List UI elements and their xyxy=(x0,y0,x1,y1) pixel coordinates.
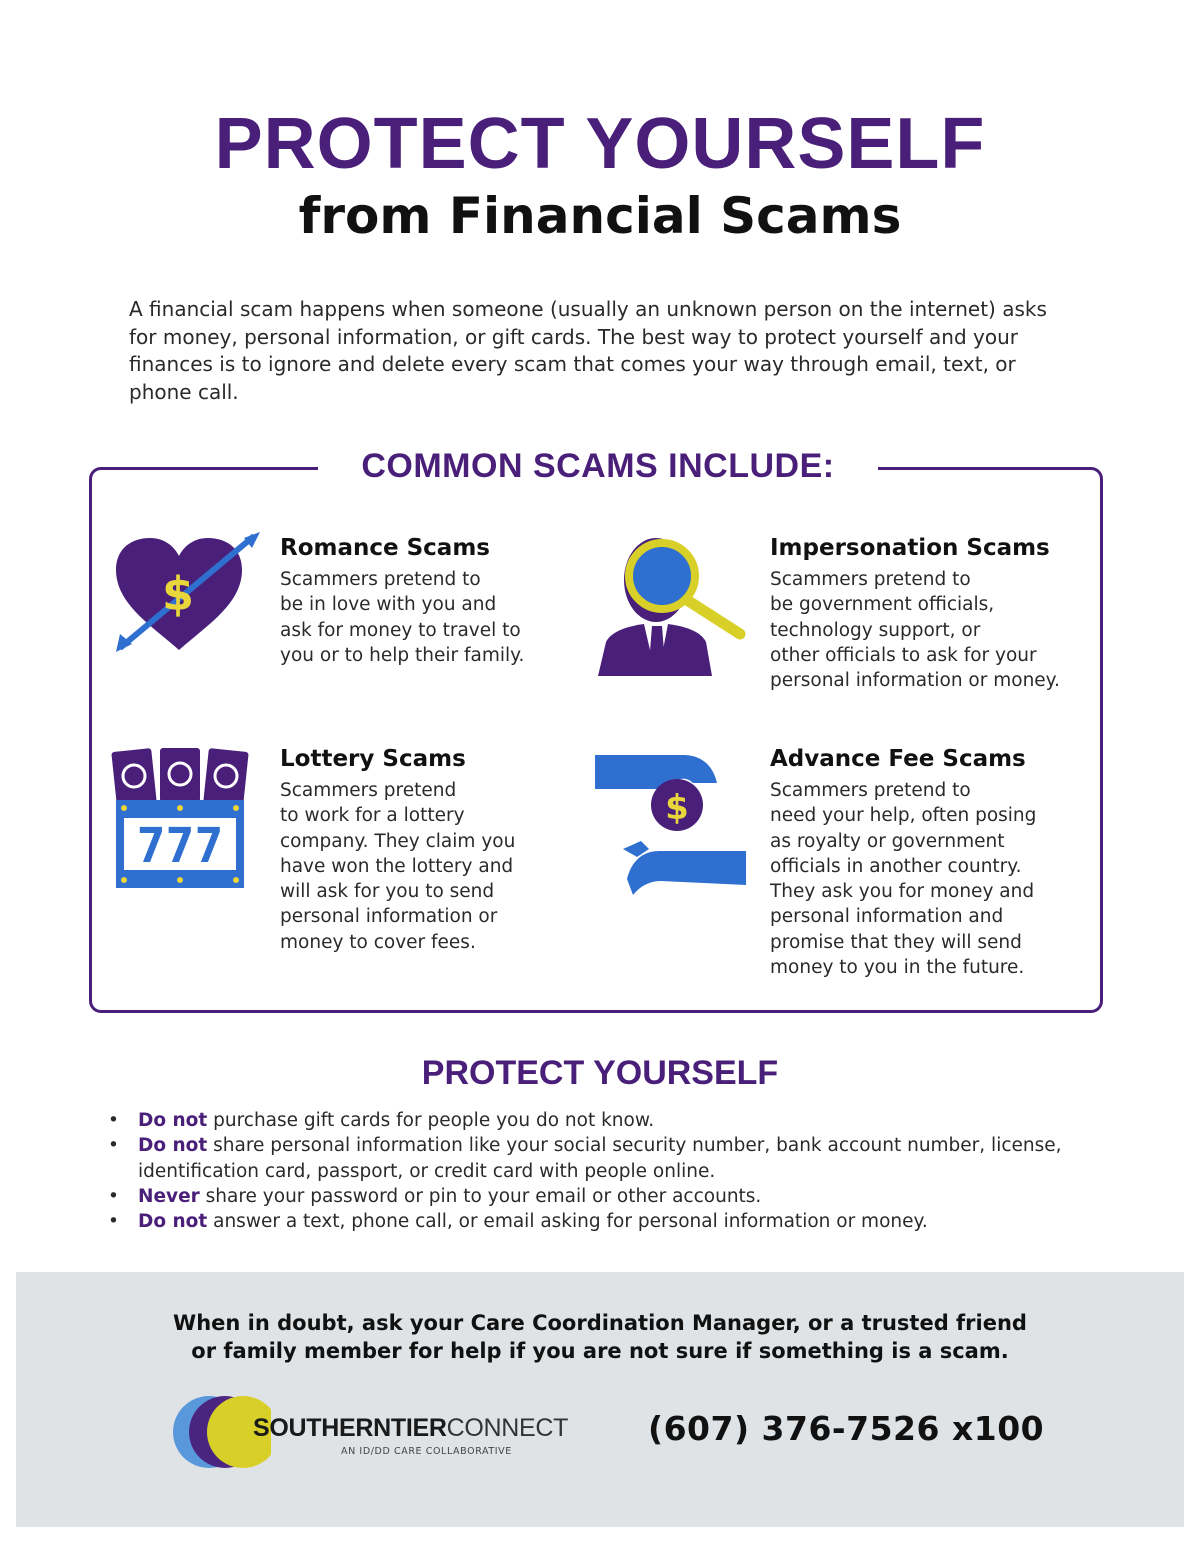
tip-emphasis: Do not xyxy=(138,1135,208,1157)
scam-description: Scammers pretend to be government officials, technology support, or other officials to ask for your personal information or money. xyxy=(770,569,1060,692)
phone-number: (607) 376-7526 x100 xyxy=(648,1409,1045,1448)
scam-title: Lottery Scams xyxy=(280,746,466,772)
tip-text: purchase gift cards for people you do not know. xyxy=(207,1110,655,1131)
lottery-scam xyxy=(280,744,580,955)
page-title: PROTECT YOURSELF xyxy=(214,104,986,184)
advance-fee-scam xyxy=(770,744,1100,980)
impersonation-scam xyxy=(770,533,1100,693)
heart-dollar-arrow-icon xyxy=(112,528,262,658)
intro-paragraph: A financial scam happens when someone (usually an unknown person on the internet) asks for money, personal information, or gift cards. The best way to protect yourself and your finances is to ignore and delete every scam that comes your way through email, text, or phone call. xyxy=(129,297,1047,404)
protect-yourself-heading: PROTECT YOURSELF xyxy=(421,1054,779,1092)
slot-machine-777-icon xyxy=(110,744,250,892)
footer-note xyxy=(16,1309,1184,1365)
southerntier-connect-logo xyxy=(171,1392,571,1472)
logo-name-bold: SOUTHERNTIER xyxy=(253,1414,447,1442)
svg-text:$: $ xyxy=(665,788,689,828)
protect-tips-list xyxy=(108,1108,1098,1234)
tip-text: share your password or pin to your email or other accounts. xyxy=(199,1185,762,1207)
tip-emphasis: Never xyxy=(138,1185,200,1207)
list-item xyxy=(108,1209,1098,1234)
scam-title: Advance Fee Scams xyxy=(770,746,1026,772)
page-subtitle: from Financial Scams xyxy=(298,187,902,245)
scam-description: Scammers pretend to need your help, often posing as royalty or government officials in another country. They ask you for money and personal information and promise that they will send money to you in the future. xyxy=(770,780,1037,979)
hands-exchanging-coin-icon xyxy=(593,745,748,897)
logo-name-thin: CONNECT xyxy=(446,1414,569,1442)
list-item xyxy=(108,1133,1098,1184)
scam-title: Romance Scams xyxy=(280,535,490,561)
svg-text:$: $ xyxy=(161,567,195,621)
list-item xyxy=(108,1108,1098,1133)
tip-text: share personal information like your social security number, bank account number, license, identification card, passport, or credit card with people online. xyxy=(138,1135,1062,1182)
person-magnifier-icon xyxy=(594,530,749,680)
footer-note-line: When in doubt, ask your Care Coordination Manager, or a trusted friend xyxy=(173,1311,1027,1335)
footer-panel xyxy=(16,1272,1184,1527)
scam-title: Impersonation Scams xyxy=(770,535,1050,561)
romance-scam xyxy=(280,533,580,668)
scam-description: Scammers pretend to work for a lottery company. They claim you have won the lottery and will ask for you to send personal information or money to cover fees. xyxy=(280,780,516,953)
logo-tagline: AN ID/DD CARE COLLABORATIVE xyxy=(341,1446,512,1457)
scam-description: Scammers pretend to be in love with you and ask for money to travel to you or to help their family. xyxy=(280,569,525,666)
footer-note-line: or family member for help if you are not sure if something is a scam. xyxy=(191,1339,1009,1363)
tip-emphasis: Do not xyxy=(138,1110,208,1131)
tip-emphasis: Do not xyxy=(138,1211,208,1233)
tip-text: answer a text, phone call, or email asking for personal information or money. xyxy=(207,1211,928,1233)
list-item xyxy=(108,1184,1098,1209)
common-scams-heading: COMMON SCAMS INCLUDE: xyxy=(318,446,878,486)
slot-reels-text: 777 xyxy=(136,818,224,874)
